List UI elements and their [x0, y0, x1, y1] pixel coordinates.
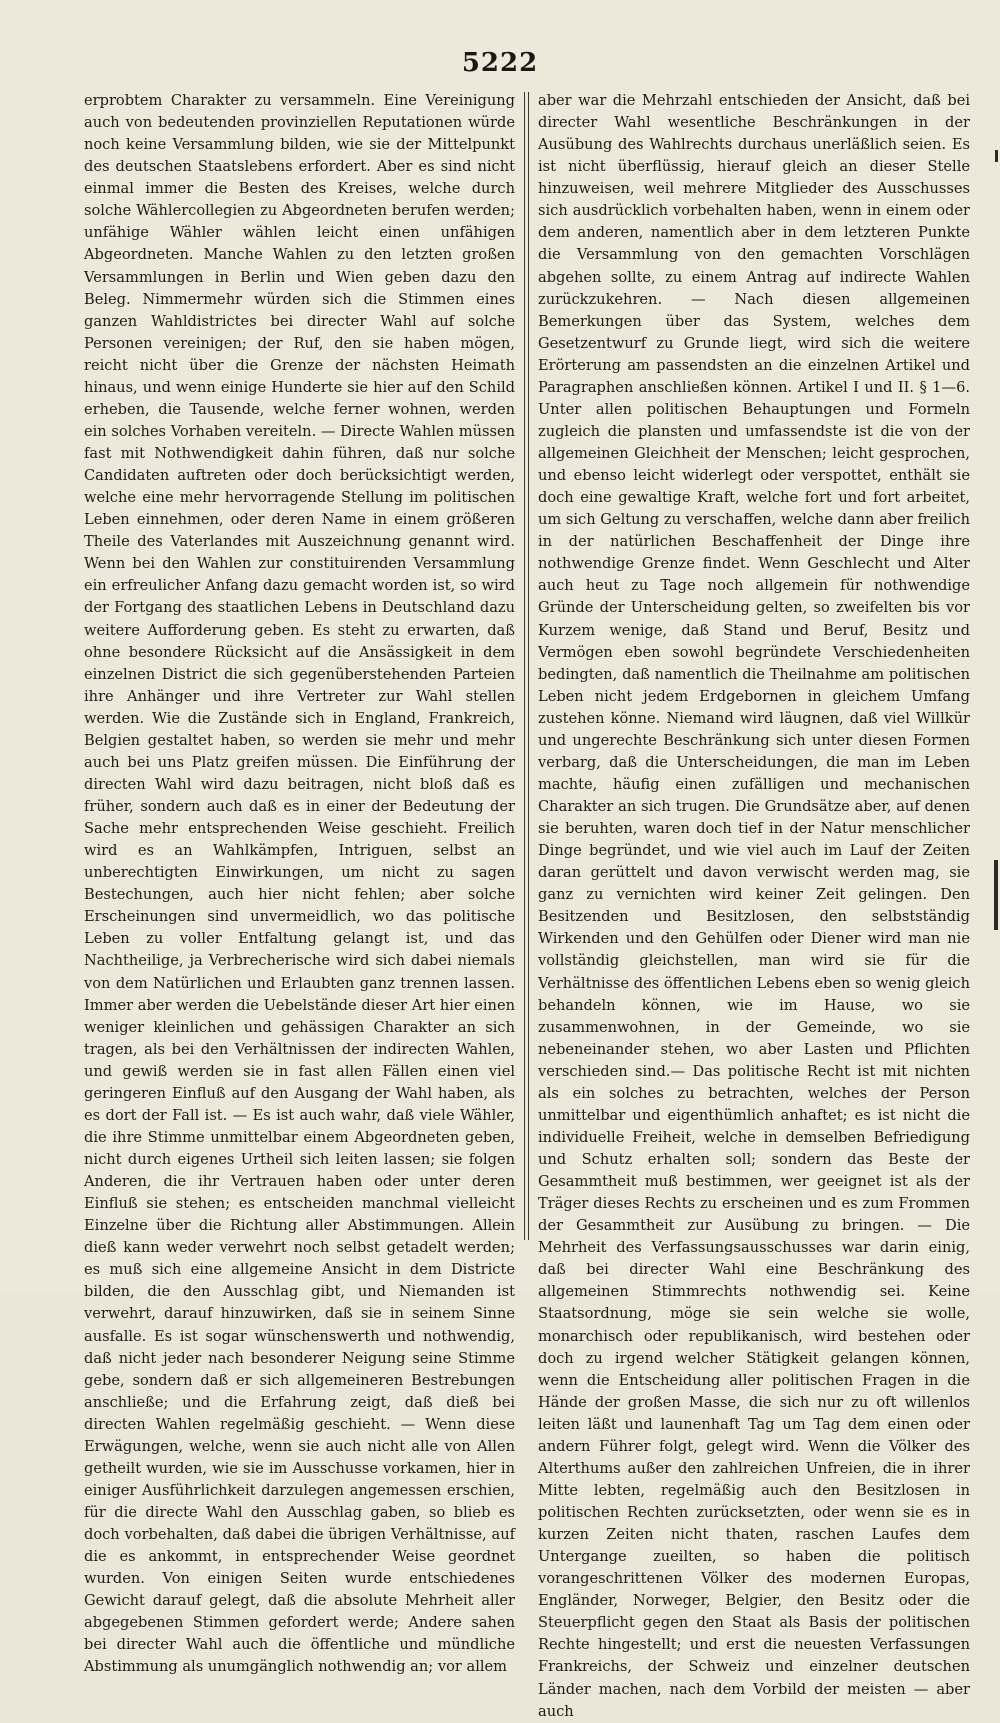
column-text: erprobtem Charakter zu versammeln. Eine Vereinigung auch von bedeutenden provinziellen Reputationen würde noch keine Versammlung bilden, wie sie der Mittelpunkt des deutschen Staatslebens erfordert. Aber es sind nicht einmal immer die Besten des Kreises, welche durch solche Wählercollegien zu Abgeordneten berufen werden; unfähige Wähler wählen leicht einen unfähigen Abgeordneten. Manche Wahlen zu den letzten großen Versammlungen in Berlin und Wien geben dazu den Beleg. Nimmermehr würden sich die Stimmen eines ganzen Wahldistrictes bei directer Wahl auf solche Personen vereinigen; der Ruf, den sie haben mögen, reicht nicht über die Grenze der nächsten Heimath hinaus, und wenn einige Hunderte sie hier auf den Schild erheben, die Tausende, welche ferner wohnen, werden ein solches Vorhaben vereiteln. — Directe Wahlen müssen fast mit Nothwendigkeit dahin führen, daß nur solche Candidaten auftreten oder doch berücksichtigt werden, welche eine mehr hervorragende Stellung im politischen Leben einnehmen, oder deren Name in einem größeren Theile des Vaterlandes mit Auszeichnung genannt wird. Wenn bei den Wahlen zur constituirenden Versammlung ein erfreulicher Anfang dazu gemacht worden ist, so wird der Fortgang des staatlichen Lebens in Deutschland dazu weitere Aufforderung geben. Es steht zu erwarten, daß ohne besondere Rücksicht auf die Ansässigkeit in dem einzelnen District die sich gegenüberstehenden Parteien ihre Anhänger und ihre Vertreter zur Wahl stellen werden. Wie die Zustände sich in England, Frankreich, Belgien gestaltet haben, so werden sie mehr und mehr auch bei uns Platz greifen müssen. Die Einführung der directen Wahl wird dazu beitragen, nicht bloß daß es früher, sondern auch daß es in einer der Bedeutung der Sache mehr entsprechenden Weise geschieht. Freilich wird es an Wahlkämpfen, Intriguen, selbst an unberechtigten Einwirkungen, um nicht zu sagen Bestechungen, auch hier nicht fehlen; aber solche Erscheinungen sind unvermeidlich, wo das politische Leben zu voller Entfaltung gelangt ist, und das Nachtheilige, ja Verbrecherische wird sich dabei niemals von dem Natürlichen und Erlaubten ganz trennen lassen. Immer aber werden die Uebelstände dieser Art hier einen weniger kleinlichen und gehässigen Charakter an sich tragen, als bei den Verhältnissen der indirecten Wahlen, und gewiß werden sie in fast allen Fällen einen viel geringeren Einfluß auf den Ausgang der Wahl haben, als es dort der Fall ist. — Es ist auch wahr, daß viele Wähler, die ihre Stimme unmittelbar einem Abgeordneten geben, nicht durch eigenes Urtheil sich leiten lassen; sie folgen Anderen, die ihr Vertrauen haben oder unter deren Einfluß sie stehen; es entscheiden manchmal vielleicht Einzelne über die Richtung aller Abstimmungen. Allein dieß kann weder verwehrt noch selbst getadelt werden; es muß sich eine allgemeine Ansicht in dem Districte bilden, die den Ausschlag gibt, und Niemanden ist verwehrt, darauf hinzuwirken, daß sie in seinem Sinne ausfalle. Es ist sogar wünschenswerth und nothwendig, daß nicht jeder nach besonderer Neigung seine Stimme gebe, sondern daß er sich allgemeineren Bestrebungen anschließe; und die Erfahrung zeigt, daß dieß bei directen Wahlen regelmäßig geschieht. — Wenn diese Erwägungen, welche, wenn sie auch nicht alle von Allen getheilt wurden, wie sie im Ausschusse vorkamen, hier in einiger Ausführlichkeit darzulegen angemessen erschien, für die directe Wahl den Ausschlag gaben, so blieb es doch vorbehalten, daß dabei die übrigen Verhältnisse, auf die es ankommt, in entsprechender Weise geordnet wurden. Von einigen Seiten wurde entschiedenes Gewicht darauf gelegt, daß die absolute Mehrheit aller abgegebenen Stimmen gefordert werde; Andere sahen bei directer Wahl auch die öffentliche und mündliche Abstimmung als unumgänglich nothwendig an; vor allem	[84, 92, 515, 1676]
page-number: 5222	[461, 48, 539, 78]
text-column-right	[538, 90, 970, 1720]
column-text: aber war die Mehrzahl entschieden der Ansicht, daß bei directer Wahl wesentliche Beschränkungen in der Ausübung des Wahlrechts durchaus unerläßlich seien. Es ist nicht überflüssig, hierauf gleich an dieser Stelle hinzuweisen, weil mehrere Mitglieder des Ausschusses sich ausdrücklich vorbehalten haben, wenn in einem oder dem anderen, namentlich aber in dem letzteren Punkte die Versammlung von den gemachten Vorschlägen abgehen sollte, zu einem Antrag auf indirecte Wahlen zurückzukehren. — Nach diesen allgemeinen Bemerkungen über das System, welches dem Gesetzentwurf zu Grunde liegt, wird sich die weitere Erörterung am passendsten an die einzelnen Artikel und Paragraphen anschließen können. Artikel I und II. § 1—6. Unter allen politischen Behauptungen und Formeln zugleich die plansten und umfassendste ist die von der allgemeinen Gleichheit der Menschen; leicht gesprochen, und ebenso leicht widerlegt oder verspottet, enthält sie doch eine gewaltige Kraft, welche fort und fort arbeitet, um sich Geltung zu verschaffen, welche dann aber freilich in der natürlichen Beschaffenheit der Dinge ihre nothwendige Grenze findet. Wenn Geschlecht und Alter auch heut zu Tage noch allgemein für nothwendige Gründe der Unterscheidung gelten, so zweifelten bis vor Kurzem wenige, daß Stand und Beruf, Besitz und Vermögen eben sowohl begründete Verschiedenheiten bedingten, daß namentlich die Theilnahme am politischen Leben nicht jedem Erdgebornen in gleichem Umfang zustehen könne. Niemand wird läugnen, daß viel Willkür und ungerechte Beschränkung sich unter diesen Formen verbarg, daß die Unterscheidungen, die man im Leben machte, häufig einen zufälligen und mechanischen Charakter an sich trugen. Die Grundsätze aber, auf denen sie beruhten, waren doch tief in der Natur menschlicher Dinge begründet, und wie viel auch im Lauf der Zeiten daran gerüttelt und davon verwischt werden mag, sie ganz zu vernichten wird keiner Zeit gelingen. Den Besitzenden und Besitzlosen, den selbstständig Wirkenden und den Gehülfen oder Diener wird man nie vollständig gleichstellen, man wird sie für die Verhältnisse des öffentlichen Lebens eben so wenig gleich behandeln können, wie im Hause, wo sie zusammenwohnen, in der Gemeinde, wo sie nebeneinander stehen, wo aber Lasten und Pflichten verschieden sind.— Das politische Recht ist mit nichten als ein solches zu betrachten, welches der Person unmittelbar und eigenthümlich anhaftet; es ist nicht die individuelle Freiheit, welche in demselben Befriedigung und Schutz erhalten soll; sondern das Beste der Gesammtheit muß bestimmen, wer geeignet ist als der Träger dieses Rechts zu erscheinen und es zum Frommen der Gesammtheit zur Ausübung zu bringen. — Die Mehrheit des Verfassungsausschusses war darin einig, daß bei directer Wahl eine Beschränkung des allgemeinen Stimmrechts nothwendig sei. Keine Staatsordnung, möge sie sein welche sie wolle, monarchisch oder republikanisch, wird bestehen oder doch zu irgend welcher Stätigkeit gelangen können, wenn die Entscheidung aller politischen Fragen in die Hände der großen Masse, die sich nur zu oft willenlos leiten läßt und launenhaft Tag um Tag dem einen oder andern Führer folgt, gelegt wird. Wenn die Völker des Alterthums außer den zahlreichen Unfreien, die in ihrer Mitte lebten, regelmäßig auch den Besitzlosen in politischen Rechten zurücksetzten, oder wenn sie es in kurzen Zeiten nicht thaten, raschen Laufes dem Untergange zueilten, so haben die politisch vorangeschrittenen Völker des modernen Europas, Engländer, Norweger, Belgier, den Besitz oder die Steuerpflicht gegen den Staat als Basis der politischen Rechte hingestellt; und erst die neuesten Verfassungen Frankreichs, der Schweiz und einzelner deutschen Länder machen, nach dem Vorbild der meisten — aber auch	[538, 92, 970, 1720]
column-divider	[524, 92, 525, 1240]
scan-edge-mark	[994, 860, 998, 930]
text-column-left	[84, 90, 515, 1676]
scan-edge-mark	[995, 150, 998, 162]
